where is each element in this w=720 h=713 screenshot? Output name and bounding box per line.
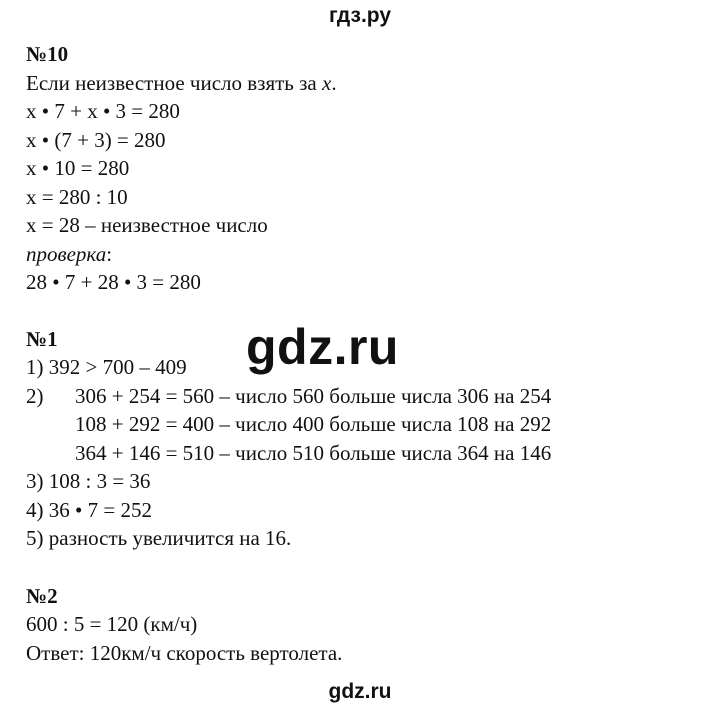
task10-check-colon: : bbox=[106, 241, 113, 266]
task10-line-1: x • 7 + x • 3 = 280 bbox=[26, 99, 180, 123]
task1-item-1: 1) 392 > 700 – 409 bbox=[26, 355, 187, 379]
task1-item-2-line-2: 108 + 292 = 400 – число 400 больше числа 108 на 292 bbox=[75, 412, 552, 436]
spacer bbox=[26, 553, 706, 582]
task10-line-4: x = 280 : 10 bbox=[26, 184, 128, 209]
task10-check bbox=[26, 240, 706, 269]
task10-line-2: x • (7 + 3) = 280 bbox=[26, 127, 166, 152]
task10-title: №10 bbox=[26, 42, 69, 66]
task10-intro bbox=[26, 69, 706, 98]
task1-item-2-row-1 bbox=[26, 382, 706, 411]
watermark: gdz.ru bbox=[246, 319, 399, 375]
task1-item-4: 4) 36 • 7 = 252 bbox=[26, 497, 152, 522]
task1-item-3: 3) 108 : 3 = 36 bbox=[26, 469, 151, 493]
task1-item-2-row-3 bbox=[26, 439, 706, 468]
task10-line-3: x • 10 = 280 bbox=[26, 156, 130, 180]
task1-item-2-line-1: 306 + 254 = 560 – число 560 больше числа 306 на 254 bbox=[75, 383, 552, 408]
indent bbox=[26, 410, 75, 439]
task2-line-1: 600 : 5 = 120 (км/ч) bbox=[26, 612, 198, 636]
task2-title: №2 bbox=[26, 583, 58, 608]
task1-item-5: 5) разность увеличится на 16. bbox=[26, 526, 292, 550]
task2-answer: Ответ: 120км/ч скорость вертолета. bbox=[26, 640, 343, 665]
site-header: гдз.ру bbox=[328, 4, 392, 27]
task10-intro-var: x bbox=[322, 70, 332, 95]
task1-item-2-num: 2) bbox=[26, 383, 44, 408]
indent bbox=[26, 439, 75, 468]
task1-item-2-line-3: 364 + 146 = 510 – число 510 больше числа 364 на 146 bbox=[75, 440, 552, 465]
task10-check-line: 28 • 7 + 28 • 3 = 280 bbox=[26, 270, 201, 294]
site-footer: gdz.ru bbox=[328, 680, 392, 703]
task10-intro-text: Если неизвестное число взять за bbox=[26, 70, 322, 95]
task1-title: №1 bbox=[26, 326, 58, 351]
task1-item-2-row-2 bbox=[26, 410, 706, 439]
task10-intro-end: . bbox=[331, 70, 337, 95]
task10-line-5: x = 28 – неизвестное число bbox=[26, 213, 268, 237]
task10-check-label: проверка bbox=[26, 241, 107, 266]
